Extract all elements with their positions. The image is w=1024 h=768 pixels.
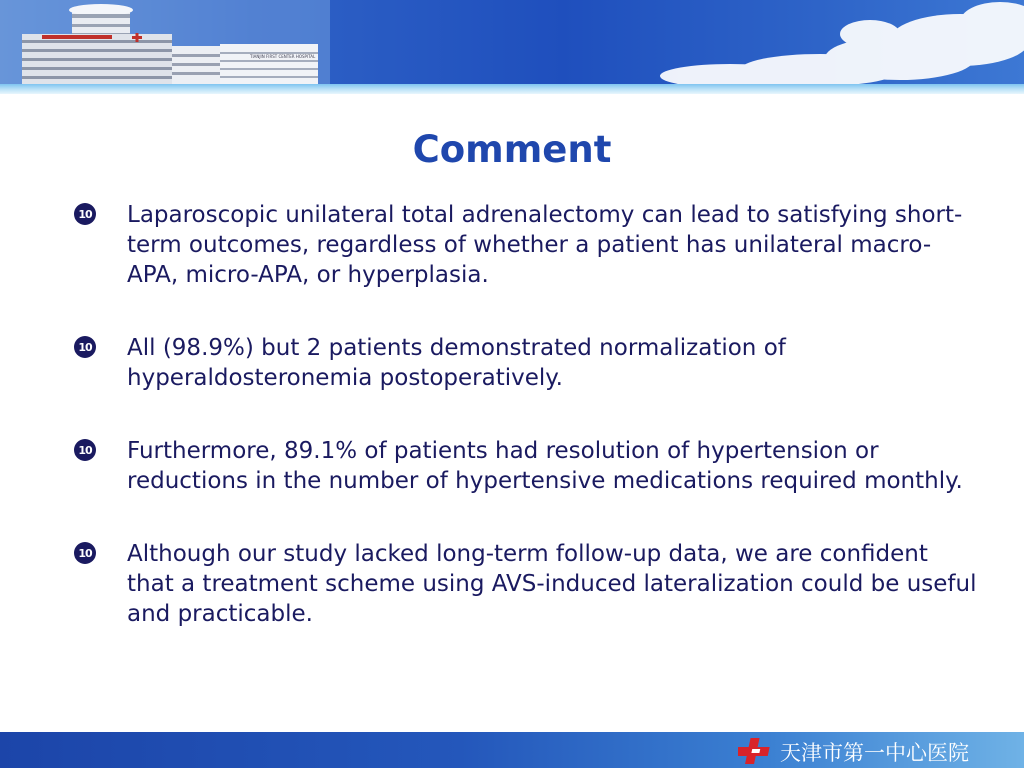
bullet-text: All (98.9%) but 2 patients demonstrated normalization of hyperaldosteronemia postoperatively. (127, 335, 786, 391)
header-banner (0, 0, 1024, 84)
building-sign: TIANJIN FIRST CENTER HOSPITAL (250, 54, 316, 59)
number-ten-bullet-icon: 10 (74, 439, 96, 461)
bullet-item (74, 539, 977, 629)
bullet-text: Furthermore, 89.1% of patients had resolution of hypertension or reductions in the number of hypertensive medications required monthly. (127, 438, 963, 494)
bullet-text: Laparoscopic unilateral total adrenalectomy can lead to satisfying short-term outcomes, regardless of whether a patient has unilateral macro-APA, micro-APA, or hyperplasia. (127, 202, 963, 288)
bullet-item (74, 200, 974, 290)
hospital-name: 天津市第一中心医院 (780, 741, 969, 765)
number-ten-bullet-icon: 10 (74, 203, 96, 225)
bullet-item (74, 333, 974, 393)
slide-title: Comment (412, 128, 612, 171)
footer-bar (0, 732, 1024, 768)
header-stripe (0, 84, 1024, 94)
bullet-list (74, 200, 977, 672)
bullet-text: Although our study lacked long-term follow-up data, we are confident that a treatment scheme using AVS-induced lateralization could be useful and practicable. (127, 541, 977, 627)
number-ten-bullet-icon: 10 (74, 336, 96, 358)
hospital-building-image (0, 0, 1024, 84)
number-ten-bullet-icon: 10 (74, 542, 96, 564)
clouds-image (660, 2, 1024, 84)
red-cross-logo-icon (738, 736, 776, 766)
bullet-item (74, 436, 974, 496)
